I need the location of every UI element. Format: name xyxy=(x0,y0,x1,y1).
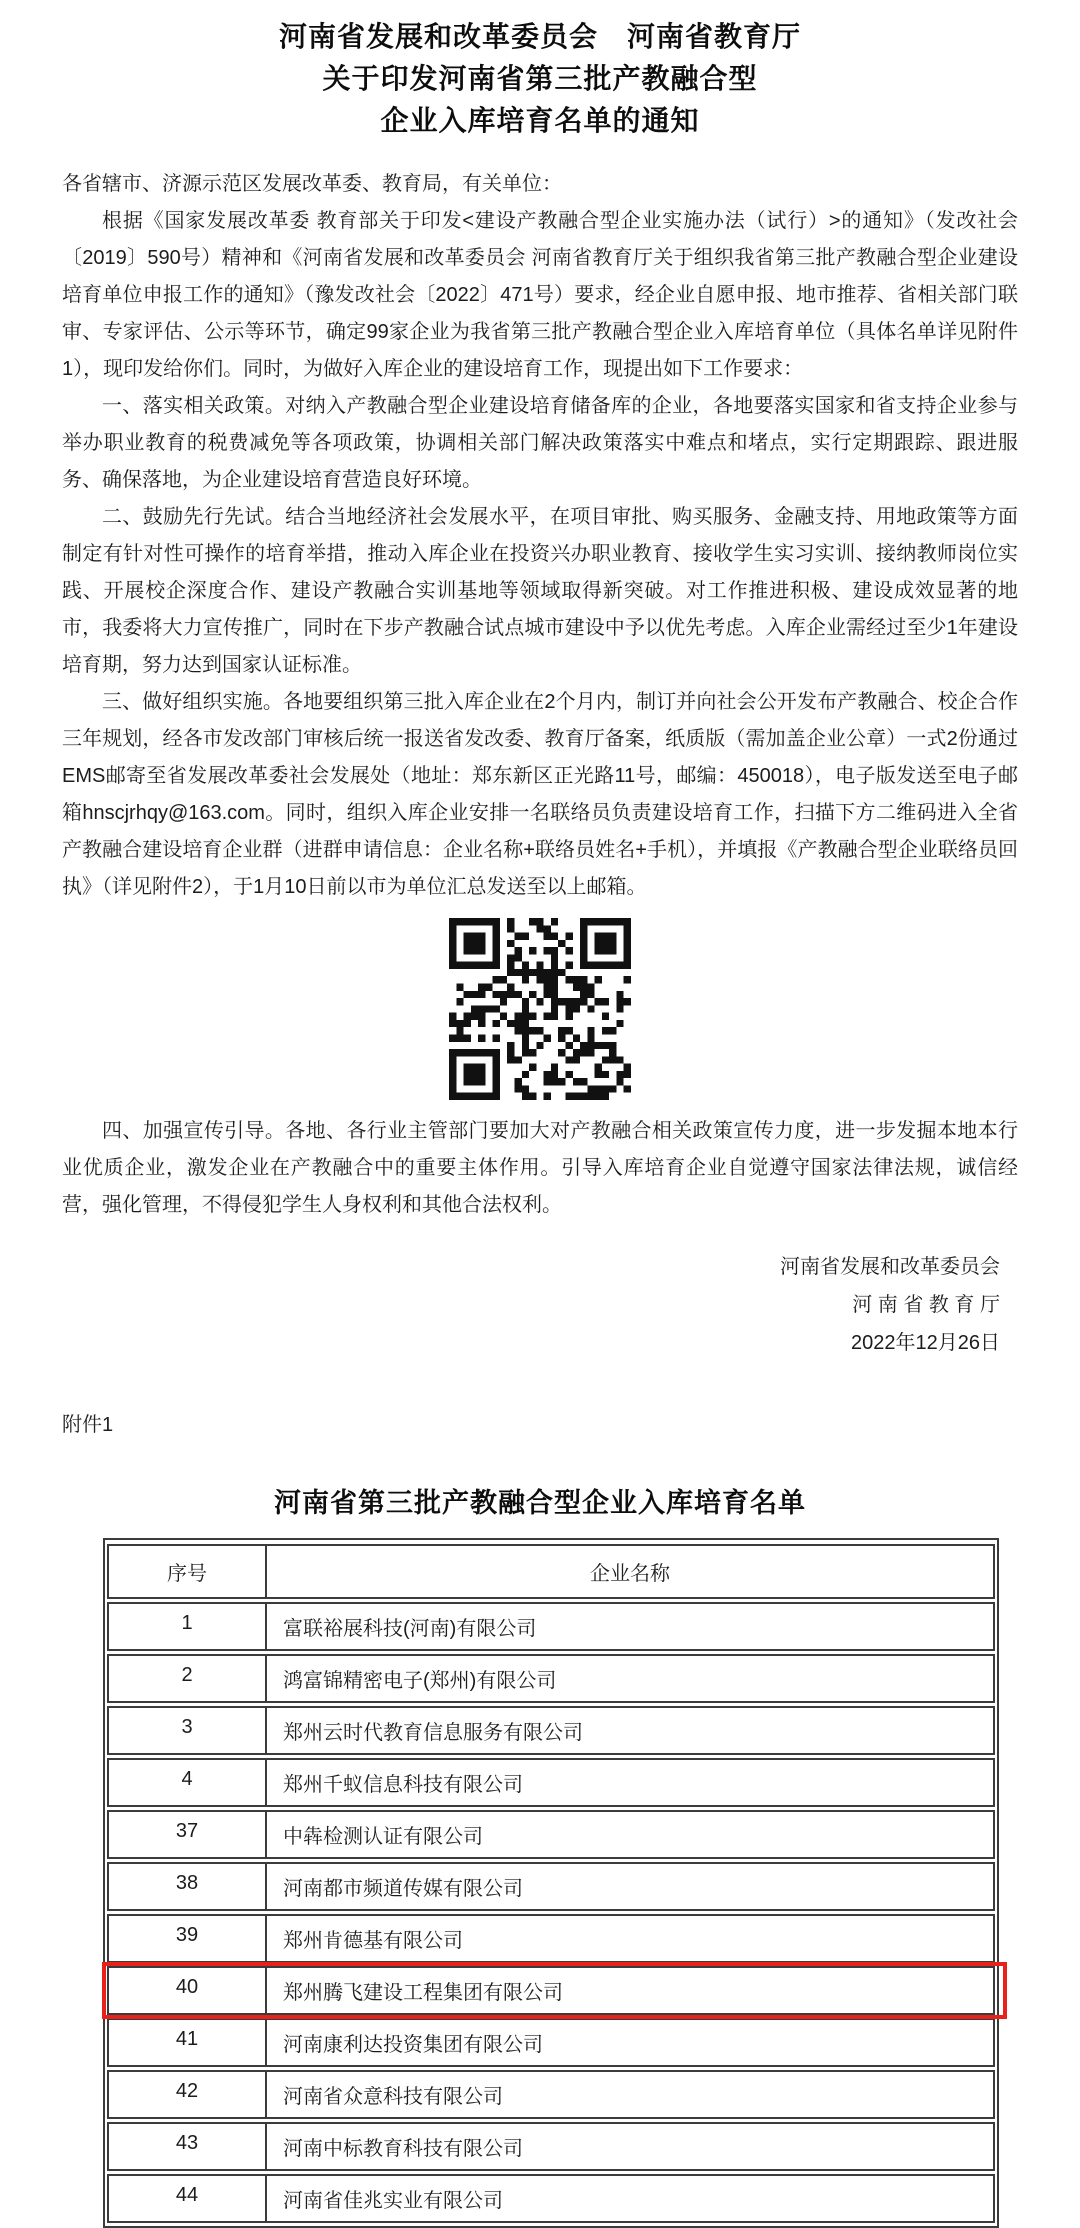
table-row xyxy=(107,1602,995,1651)
signature-agency-1: 河南省发展和改革委员会 xyxy=(780,1256,1000,1278)
paragraph-2: 一、落实相关政策。对纳入产教融合型企业建设培育储备库的企业，各地要落实国家和省支持企业参与举办职业教育的税费减免等各项政策，协调相关部门解决政策落实中难点和堵点，实行定期跟踪、跟进服务、确保落地，为企业建设培育营造良好环境。 xyxy=(62,395,1018,491)
table-row xyxy=(107,1654,995,1703)
company-name-cell: 郑州千蚁信息科技有限公司 xyxy=(283,1774,523,1796)
enterprise-table-body xyxy=(107,1602,995,2223)
company-name-cell: 河南都市频道传媒有限公司 xyxy=(283,1878,523,1900)
column-header-name: 企业名称 xyxy=(590,1563,670,1585)
table-row xyxy=(107,1862,995,1911)
company-name-cell: 河南中标教育科技有限公司 xyxy=(283,2138,523,2160)
row-number-cell: 1 xyxy=(109,1604,267,1649)
table-title: 河南省第三批产教融合型企业入库培育名单 xyxy=(274,1488,806,1518)
company-name-cell: 郑州云时代教育信息服务有限公司 xyxy=(283,1722,583,1744)
qr-code-icon xyxy=(449,918,631,1100)
table-row xyxy=(107,1810,995,1859)
company-name-cell: 河南省众意科技有限公司 xyxy=(283,2086,503,2108)
document-title-line-3: 企业入库培育名单的通知 xyxy=(380,105,700,136)
row-number-cell: 4 xyxy=(109,1760,267,1805)
row-number-cell: 41 xyxy=(109,2020,267,2065)
paragraph-5: 四、加强宣传引导。各地、各行业主管部门要加大对产教融合相关政策宣传力度，进一步发掘本地本行业优质企业，激发企业在产教融合中的重要主体作用。引导入库培育企业自觉遵守国家法律法规，诚信经营，强化管理，不得侵犯学生人身权利和其他合法权利。 xyxy=(62,1120,1018,1216)
row-number-cell: 43 xyxy=(109,2124,267,2169)
document-title-line-2: 关于印发河南省第三批产教融合型 xyxy=(322,63,758,94)
company-name-cell: 郑州腾飞建设工程集团有限公司 xyxy=(283,1982,563,2004)
signature-date: 2022年12月26日 xyxy=(851,1332,1000,1354)
document-body-continued xyxy=(62,1113,1018,1224)
row-number-cell: 3 xyxy=(109,1708,267,1753)
row-number-cell: 2 xyxy=(109,1656,267,1701)
table-header-row xyxy=(107,1544,995,1599)
qr-code-container xyxy=(62,918,1018,1105)
table-row xyxy=(107,2174,995,2223)
row-number-cell: 38 xyxy=(109,1864,267,1909)
table-row xyxy=(107,1758,995,1807)
enterprise-table xyxy=(103,1538,999,2228)
company-name-cell: 郑州肯德基有限公司 xyxy=(283,1930,463,1952)
company-name-cell: 富联裕展科技(河南)有限公司 xyxy=(283,1618,537,1640)
company-name-cell: 鸿富锦精密电子(郑州)有限公司 xyxy=(283,1670,557,1692)
column-header-no: 序号 xyxy=(109,1546,267,1597)
row-number-cell: 40 xyxy=(109,1968,267,2013)
table-row xyxy=(107,1706,995,1755)
attachment-label: 附件1 xyxy=(62,1414,114,1436)
company-name-cell: 河南省佳兆实业有限公司 xyxy=(283,2190,503,2212)
paragraph-3: 二、鼓励先行先试。结合当地经济社会发展水平，在项目审批、购买服务、金融支持、用地政策等方面制定有针对性可操作的培育举措，推动入库企业在投资兴办职业教育、接收学生实习实训、接纳教师岗位实践、开展校企深度合作、建设产教融合实训基地等领域取得新突破。对工作推进积极、建设成效显著的地市，我委将大力宣传推广，同时在下步产教融合试点城市建设中予以优先考虑。入库企业需经过至少1年建设培育期，努力达到国家认证标准。 xyxy=(62,506,1018,676)
table-row xyxy=(107,2018,995,2067)
signature-block xyxy=(62,1248,1018,1362)
row-number-cell: 44 xyxy=(109,2176,267,2221)
paragraph-4: 三、做好组织实施。各地要组织第三批入库企业在2个月内，制订并向社会公开发布产教融合、校企合作三年规划，经各市发改部门审核后统一报送省发改委、教育厅备案，纸质版（需加盖企业公章）一式2份通过EMS邮寄至省发展改革委社会发展处（地址：郑东新区正光路11号，邮编：450018），电子版发送至电子邮箱hnscjrhqy@163.com。同时，组织入库企业安排一名联络员负责建设培育工作，扫描下方二维码进入全省产教融合建设培育企业群（进群申请信息：企业名称+联络员姓名+手机），并填报《产教融合型企业联络员回执》（详见附件2），于1月10日前以市为单位汇总发送至以上邮箱。 xyxy=(62,691,1018,898)
row-number-cell: 37 xyxy=(109,1812,267,1857)
document-title-line-1: 河南省发展和改革委员会 河南省教育厅 xyxy=(278,21,801,52)
signature-agency-2: 河 南 省 教 育 厅 xyxy=(852,1294,1000,1316)
company-name-cell: 中犇检测认证有限公司 xyxy=(283,1826,483,1848)
table-row xyxy=(107,1914,995,1963)
row-number-cell: 39 xyxy=(109,1916,267,1961)
document-body xyxy=(62,166,1018,906)
paragraph-1: 根据《国家发展改革委 教育部关于印发<建设产教融合型企业实施办法（试行）>的通知》（发改社会〔2019〕590号）精神和《河南省发展和改革委员会 河南省教育厅关于组织我省第三批产教融合型企业建设培育单位申报工作的通知》（豫发改社会〔2022〕471号）要求，经企业自愿申报、地市推荐、省相关部门联审、专家评估、公示等环节，确定99家企业为我省第三批产教融合型企业入库培育单位（具体名单详见附件1），现印发给你们。同时，为做好入库企业的建设培育工作，现提出如下工作要求： xyxy=(62,210,1018,380)
table-row xyxy=(107,2070,995,2119)
row-number-cell: 42 xyxy=(109,2072,267,2117)
table-row xyxy=(107,1966,995,2015)
salutation: 各省辖市、济源示范区发展改革委、教育局，有关单位： xyxy=(62,173,562,195)
table-row xyxy=(107,2122,995,2171)
company-name-cell: 河南康利达投资集团有限公司 xyxy=(283,2034,543,2056)
document-title xyxy=(62,16,1018,142)
